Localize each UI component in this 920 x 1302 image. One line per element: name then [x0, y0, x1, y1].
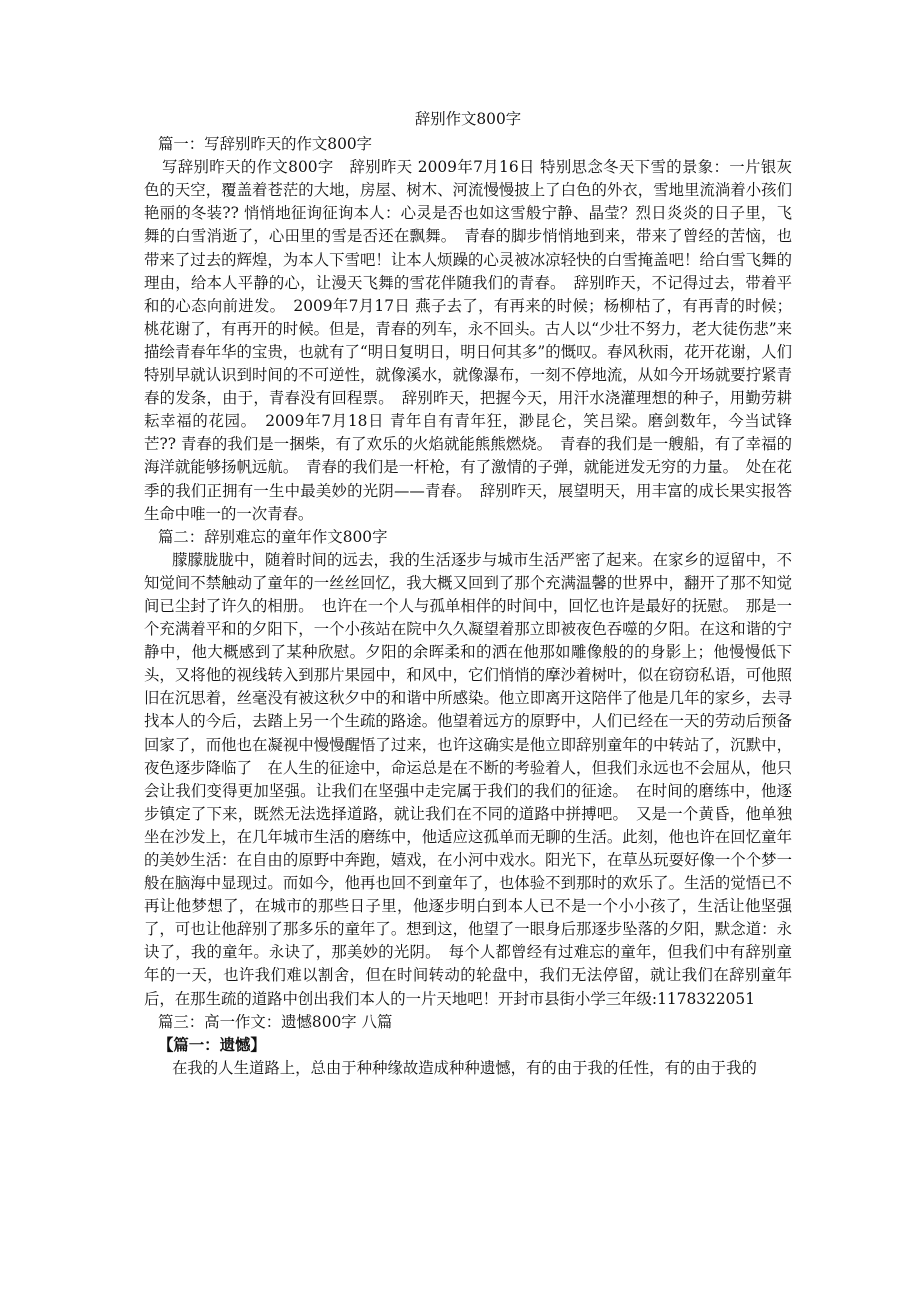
section-3-subheading: 【篇一：遗憾】	[158, 1035, 266, 1054]
section-3-body: 在我的人生道路上，总由于种种缘故造成种种遗憾，有的由于我的任性，有的由于我的	[172, 1058, 757, 1077]
section-1-body: 写辞别昨天的作文800字 辞别昨天 2009年7月16日 特别思念冬天下雪的景象：一片银灰色的天空，覆盖着苍茫的大地，房屋、树木、河流慢慢披上了白色的外衣，雪地里流淌着小孩们艳丽的冬装?? 悄悄地征询征询本人：心灵是否也如这雪般宁静、晶莹？烈日炎炎的日子里，飞舞的白雪消逝了，心田里的雪是否还在飘舞。 青春的脚步悄悄地到来，带来了曾经的苦恼，也带来了过去的辉煌，为本人下雪吧！让本人烦躁的心灵被冰凉轻快的白雪掩盖吧！给白雪飞舞的理由，给本人平静的心，让漫天飞舞的雪花伴随我们的青春。 辞别昨天，不记得过去，带着平和的心态向前进发。 2009年7月17日 燕子去了，有再来的时候；杨柳枯了，有再青的时候；桃花谢了，有再开的时候。但是，青春的列车，永不回头。古人以“少壮不努力，老大徒伤悲”来描绘青春年华的宝贵，也就有了“明日复明日，明日何其多”的慨叹。春风秋雨，花开花谢，人们特别早就认识到时间的不可逆性，就像溪水，就像瀑布，一刻不停地流，从如今开场就要拧紧青春的发条，由于，青春没有回程票。 辞别昨天，把握今天，用汗水浇灌理想的种子，用勤劳耕耘幸福的花园。 2009年7月18日 青年自有青年狂，渺昆仑，笑吕梁。磨剑数年，今当试锋芒?? 青春的我们是一捆柴，有了欢乐的火焰就能熊熊燃烧。 青春的我们是一艘船，有了幸福的海洋就能够扬帆远航。 青春的我们是一杆枪，有了激情的子弹，就能迸发无穷的力量。 处在花季的我们正拥有一生中最美妙的光阴——青春。 辞别昨天，展望明天，用丰富的成长果实报答生命中唯一的一次青春。	[144, 158, 792, 523]
section-1-heading: 篇一：写辞别昨天的作文800字	[158, 135, 373, 154]
section-2-heading: 篇二：辞别难忘的童年作文800字	[158, 527, 388, 546]
section-2-body: 朦朦胧胧中，随着时间的远去，我的生活逐步与城市生活严密了起来。在家乡的逗留中，不知觉间不禁触动了童年的一丝丝回忆，我大概又回到了那个充满温馨的世界中，翻开了那不知觉间已尘封了许久的相册。 也许在一个人与孤单相伴的时间中，回忆也许是最好的抚慰。 那是一个充满着平和的夕阳下，一个小孩站在院中久久凝望着那立即被夜色吞噬的夕阳。在这和谐的宁静中，他大概感到了某种欣慰。夕阳的余晖柔和的洒在他那如雕像般的的身影上；他慢慢低下头，又将他的视线转入到那片果园中，和风中，它们悄悄的摩沙着树叶，似在窃窃私语，可他照旧在沉思着，丝毫没有被这秋夕中的和谐中所感染。他立即离开这陪伴了他是几年的家乡，去寻找本人的今后，去踏上另一个生疏的路途。他望着远方的原野中，人们已经在一天的劳动后预备回家了，而他也在凝视中慢慢醒悟了过来，也许这确实是他立即辞别童年的中转站了，沉默中，夜色逐步降临了 在人生的征途中，命运总是在不断的考验着人，但我们永远也不会屈从，他只会让我们变得更加坚强。让我们在坚强中走完属于我们的我们的征途。 在时间的磨练中，他逐步镇定了下来，既然无法选择道路，就让我们在不同的道路中拼搏吧。 又是一个黄昏，他单独坐在沙发上，在几年城市生活的磨练中，他适应这孤单而无聊的生活。此刻，他也许在回忆童年的美妙生活：在自由的原野中奔跑，嬉戏，在小河中戏水。阳光下，在草丛玩耍好像一个个梦一般在脑海中显现过。而如今，他再也回不到童年了，也体验不到那时的欢乐了。生活的觉悟已不再让他梦想了，在城市的那些日子里，他逐步明白到本人已不是一个小小孩了，生活让他坚强了，可也让他辞别了那多乐的童年了。想到这，他望了一眼身后那逐步坠落的夕阳，默念道：永诀了，我的童年。永诀了，那美妙的光阴。 每个人都曾经有过难忘的童年，但我们中有辞别童年的一天，也许我们难以割舍，但在时间转动的轮盘中，我们无法停留，就让我们在辞别童年后，在那生疏的道路中创出我们本人的一片天地吧！开封市县街小学三年级:1178322051	[144, 550, 792, 1008]
document-page	[144, 108, 792, 1080]
document-title: 辞别作文800字	[414, 110, 522, 128]
section-3-heading: 篇三：高一作文：遗憾800字 八篇	[158, 1012, 393, 1031]
